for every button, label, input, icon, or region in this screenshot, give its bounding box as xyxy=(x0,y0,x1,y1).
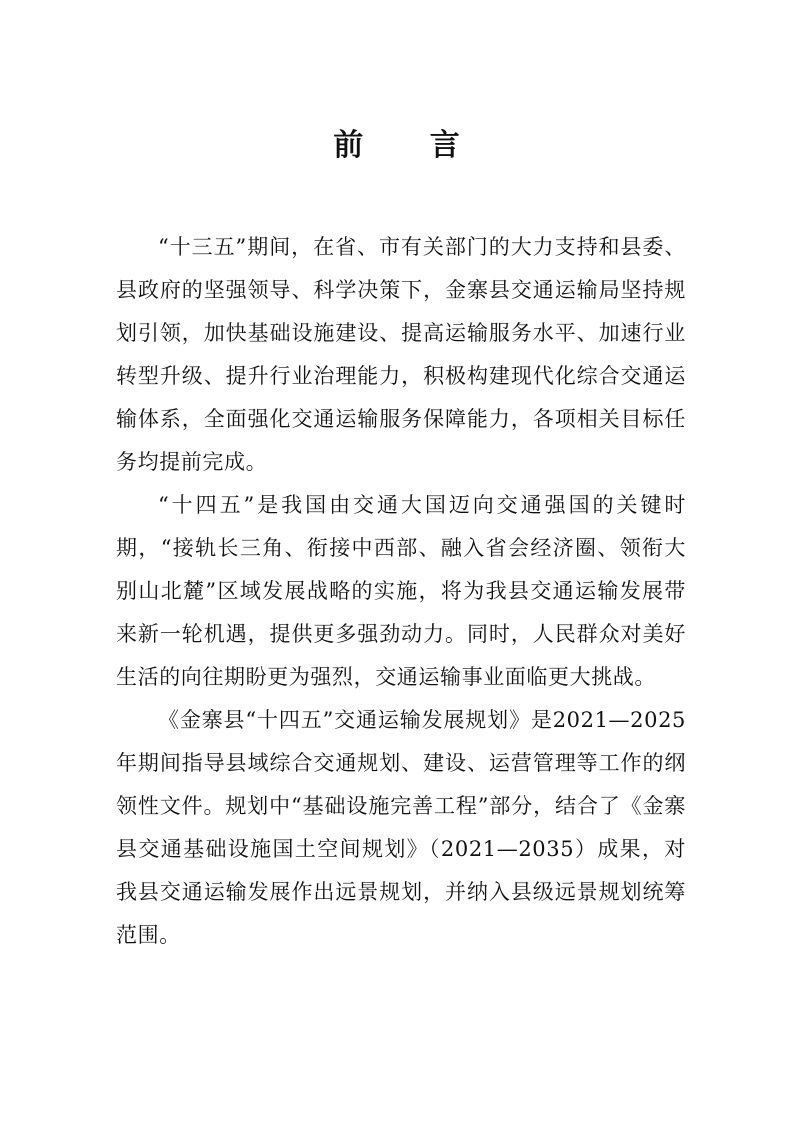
paragraph-2: “十四五”是我国由交通大国迈向交通强国的关键时期，“接轨长三角、衔接中西部、融入省会经济圈、领衔大别山北麓”区域发展战略的实施，将为我县交通运输发展带来新一轮机遇，提供更多强劲动力。同时，人民群众对美好生活的向往期盼更为强烈，交通运输事业面临更大挑战。 xyxy=(116,493,686,689)
paragraph-3: 《金寨县“十四五”交通运输发展规划》是2021—2025年期间指导县域综合交通规划、建设、运营管理等工作的纲领性文件。规划中“基础设施完善工程”部分，结合了《金寨县交通基础设施国土空间规划》（2021—2035）成果，对我县交通运输发展作出远景规划，并纳入县级远景规划统筹范围。 xyxy=(116,708,686,947)
page-title: 前 言 xyxy=(333,128,488,163)
document-body xyxy=(116,226,686,957)
paragraph-1: “十三五”期间，在省、市有关部门的大力支持和县委、县政府的坚强领导、科学决策下，金寨县交通运输局坚持规划引领，加快基础设施建设、提高运输服务水平、加速行业转型升级、提升行业治理能力，积极构建现代化综合交通运输体系，全面强化交通运输服务保障能力，各项相关目标任务均提前完成。 xyxy=(116,235,686,474)
